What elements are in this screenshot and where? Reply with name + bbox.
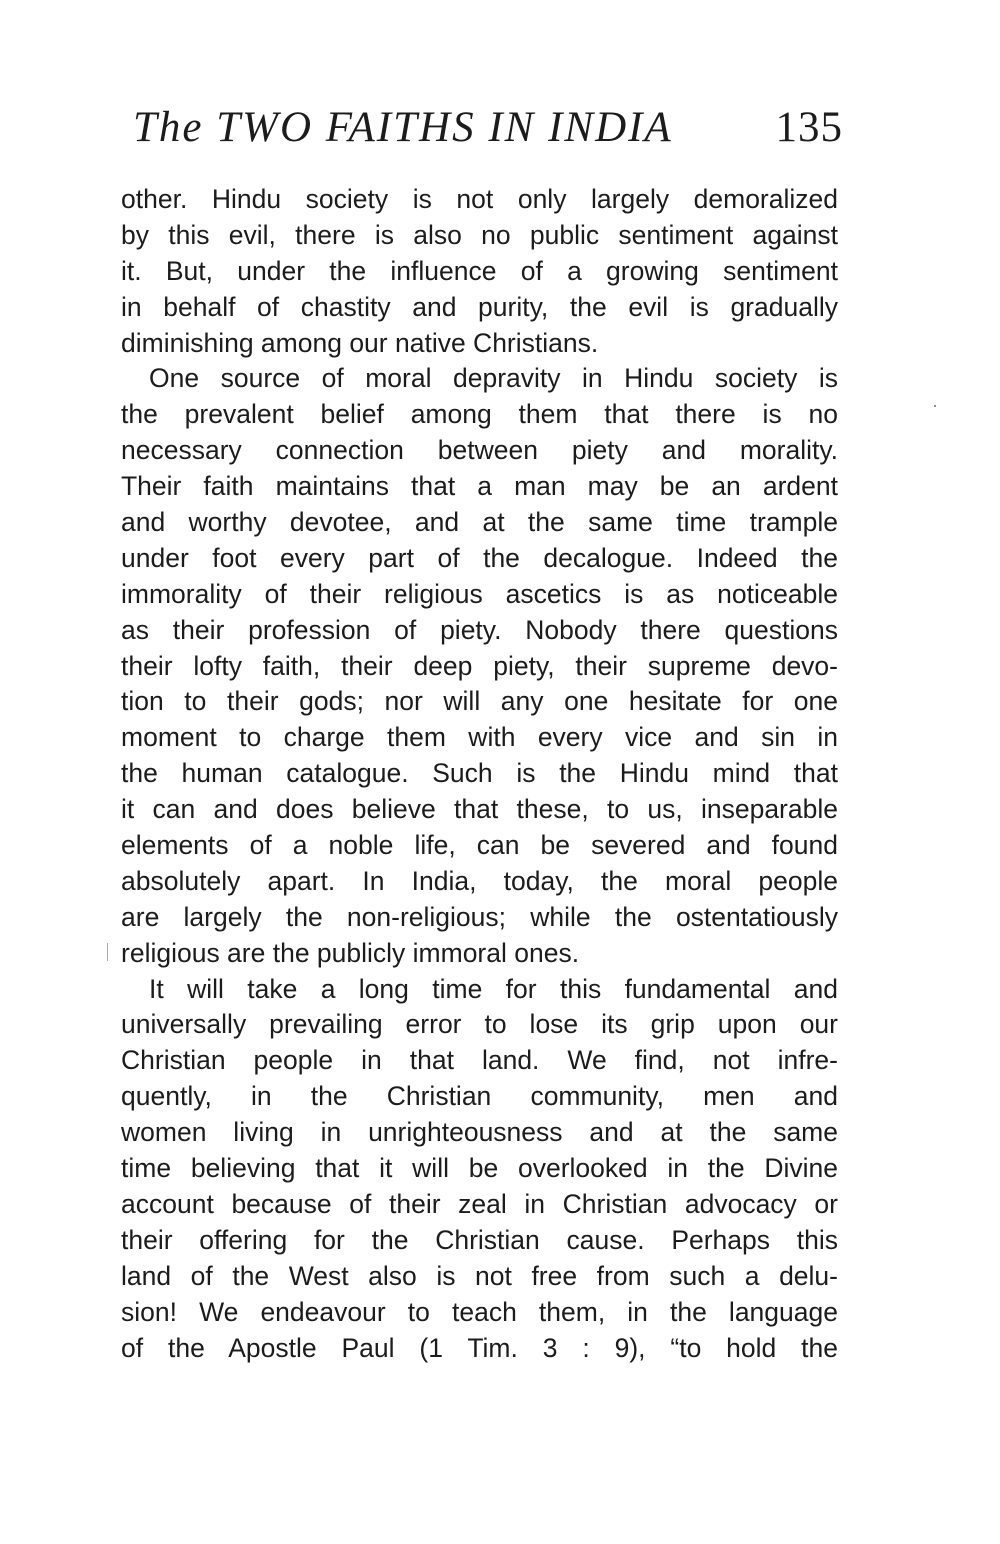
text-line: absolutely apart. In India, today, the moral people — [121, 865, 838, 896]
text-line: in behalf of chastity and purity, the evil is gradually — [121, 291, 838, 322]
text-line: time believing that it will be overlooked in the Divine — [121, 1153, 838, 1184]
text-line: are largely the non-religious; while the ostentatiously — [121, 901, 838, 932]
text-line: other. Hindu society is not only largely demoralized — [121, 184, 838, 214]
running-head — [133, 98, 843, 158]
text-line: by this evil, there is also no public sentiment against — [121, 219, 838, 250]
text-line: diminishing among our native Christians. — [121, 327, 599, 358]
scan-mark — [107, 943, 108, 961]
page-number: 135 — [775, 104, 843, 151]
text-line: tion to their gods; nor will any one hesitate for one — [121, 686, 838, 717]
text-line: the prevalent belief among them that there is no — [121, 399, 838, 430]
text-line: their lofty faith, their deep piety, their supreme devo- — [121, 650, 838, 681]
text-line: land of the West also is not free from such a delu- — [121, 1260, 838, 1291]
text-line: It will take a long time for this fundamental and — [149, 973, 838, 1004]
text-line: Their faith maintains that a man may be an ardent — [121, 471, 838, 502]
text-line: moment to charge them with every vice and sin in — [121, 722, 838, 753]
text-line: religious are the publicly immoral ones. — [121, 937, 580, 968]
text-line: as their profession of piety. Nobody there questions — [121, 614, 838, 645]
text-line: it can and does believe that these, to us, inseparable — [121, 794, 838, 825]
body-text — [121, 182, 838, 1366]
running-title: The TWO FAITHS IN INDIA — [133, 104, 673, 151]
text-line: it. But, under the influence of a growing sentiment — [121, 255, 838, 286]
text-line: necessary connection between piety and morality. — [121, 435, 838, 466]
text-line: Christian people in that land. We find, not infre- — [121, 1045, 838, 1076]
text-line: and worthy devotee, and at the same time trample — [121, 507, 838, 538]
text-line: elements of a noble life, can be severed and found — [121, 830, 838, 861]
text-line: sion! We endeavour to teach them, in the language — [121, 1296, 838, 1327]
scan-speck — [934, 405, 936, 407]
text-line: immorality of their religious ascetics is as noticeable — [121, 578, 838, 609]
text-line: quently, in the Christian community, men and — [121, 1081, 838, 1112]
text-line: the human catalogue. Such is the Hindu mind that — [121, 758, 838, 789]
text-line: their offering for the Christian cause. Perhaps this — [121, 1224, 838, 1255]
text-line: One source of moral depravity in Hindu society is — [149, 363, 838, 394]
text-line: of the Apostle Paul (1 Tim. 3 : 9), “to hold the — [121, 1332, 838, 1363]
text-line: women living in unrighteousness and at the same — [121, 1117, 838, 1148]
text-line: universally prevailing error to lose its grip upon our — [121, 1009, 838, 1040]
text-line: account because of their zeal in Christian advocacy or — [121, 1188, 838, 1219]
text-line: under foot every part of the decalogue. Indeed the — [121, 542, 838, 573]
